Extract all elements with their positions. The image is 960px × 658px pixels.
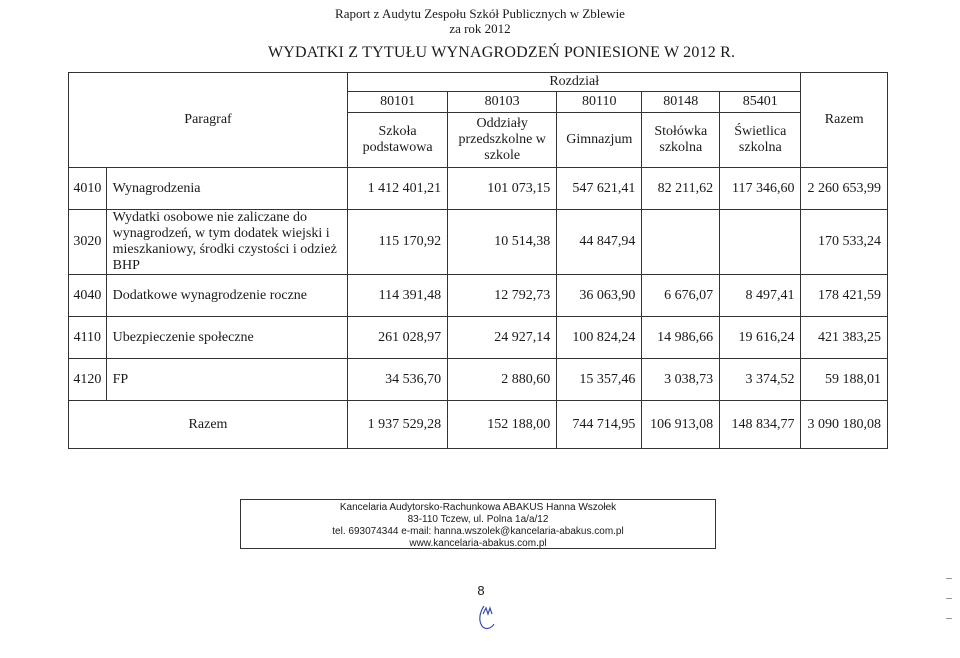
value-cell: 1 412 401,21 [347, 168, 447, 210]
value-cell: 24 927,14 [448, 317, 557, 359]
value-cell: 19 616,24 [720, 317, 801, 359]
value-cell: 117 346,60 [720, 168, 801, 210]
section-name: Świetlica szkolna [720, 113, 801, 168]
value-cell: 101 073,15 [448, 168, 557, 210]
paragraph-name: FP [106, 359, 347, 401]
value-cell: 82 211,62 [642, 168, 720, 210]
value-cell: 3 038,73 [642, 359, 720, 401]
value-cell: 8 497,41 [720, 275, 801, 317]
section-name: Szkoła podstawowa [347, 113, 447, 168]
margin-mark [946, 578, 952, 579]
report-header-line1: Raport z Audytu Zespołu Szkół Publicznych w Zblewie [335, 6, 625, 21]
row-total-cell: 170 533,24 [801, 210, 888, 275]
paragraph-name: Wydatki osobowe nie zaliczane do wynagrodzeń, w tym dodatek wiejski i mieszkaniowy, środki czystości i odzież BHP [106, 210, 347, 275]
page-title: WYDATKI Z TYTUŁU WYNAGRODZEŃ PONIESIONE W 2012 R. [268, 44, 736, 61]
row-total-cell: 421 383,25 [801, 317, 888, 359]
table-total-row [69, 401, 888, 449]
value-cell: 6 676,07 [642, 275, 720, 317]
footer-firm-name: Kancelaria Audytorsko-Rachunkowa ABAKUS Hanna Wszołek [339, 502, 617, 513]
page-number: 8 [477, 583, 485, 598]
value-cell: 15 357,46 [557, 359, 642, 401]
value-cell: 261 028,97 [347, 317, 447, 359]
paragraph-code: 4110 [69, 317, 107, 359]
value-cell: 36 063,90 [557, 275, 642, 317]
rozdzial-header: Rozdział [347, 73, 800, 92]
value-cell: 3 374,52 [720, 359, 801, 401]
section-code: 80103 [448, 92, 557, 113]
margin-mark [946, 618, 952, 619]
row-total-cell: 59 188,01 [801, 359, 888, 401]
margin-mark [946, 598, 952, 599]
total-value-cell: 148 834,77 [720, 401, 801, 449]
total-label: Razem [69, 401, 348, 449]
paragraph-code: 4010 [69, 168, 107, 210]
section-code: 80110 [557, 92, 642, 113]
value-cell [720, 210, 801, 275]
table-row [69, 317, 888, 359]
footer-address: 83-110 Tczew, ul. Polna 1a/a/12 [407, 514, 549, 525]
section-code: 80148 [642, 92, 720, 113]
value-cell: 2 880,60 [448, 359, 557, 401]
paragraf-header: Paragraf [69, 73, 348, 168]
handwritten-initials-icon [474, 602, 498, 632]
paragraph-code: 4040 [69, 275, 107, 317]
value-cell: 115 170,92 [347, 210, 447, 275]
section-code: 85401 [720, 92, 801, 113]
row-total-cell: 178 421,59 [801, 275, 888, 317]
paragraph-name: Dodatkowe wynagrodzenie roczne [106, 275, 347, 317]
value-cell: 34 536,70 [347, 359, 447, 401]
section-name: Gimnazjum [557, 113, 642, 168]
total-value-cell: 1 937 529,28 [347, 401, 447, 449]
table-row [69, 168, 888, 210]
value-cell: 114 391,48 [347, 275, 447, 317]
table-header-row-rozdzial [69, 73, 888, 92]
total-value-cell: 744 714,95 [557, 401, 642, 449]
paragraph-name: Wynagrodzenia [106, 168, 347, 210]
firm-stamp-footer [240, 499, 716, 549]
paragraph-code: 3020 [69, 210, 107, 275]
value-cell: 547 621,41 [557, 168, 642, 210]
expenses-table [68, 72, 888, 449]
paragraph-name: Ubezpieczenie społeczne [106, 317, 347, 359]
footer-website: www.kancelaria-abakus.com.pl [409, 538, 547, 549]
value-cell [642, 210, 720, 275]
footer-contact: tel. 693074344 e-mail: hanna.wszolek@kancelaria-abakus.com.pl [332, 526, 624, 537]
section-code: 80101 [347, 92, 447, 113]
value-cell: 44 847,94 [557, 210, 642, 275]
report-header-line2: za rok 2012 [449, 21, 511, 36]
section-name: Oddziały przedszkolne w szkole [448, 113, 557, 168]
value-cell: 14 986,66 [642, 317, 720, 359]
row-total-cell: 2 260 653,99 [801, 168, 888, 210]
report-header [0, 6, 960, 36]
razem-header: Razem [801, 73, 888, 168]
section-name: Stołówka szkolna [642, 113, 720, 168]
total-value-cell: 106 913,08 [642, 401, 720, 449]
table-row [69, 359, 888, 401]
total-value-cell: 152 188,00 [448, 401, 557, 449]
value-cell: 12 792,73 [448, 275, 557, 317]
grand-total-cell: 3 090 180,08 [801, 401, 888, 449]
value-cell: 100 824,24 [557, 317, 642, 359]
value-cell: 10 514,38 [448, 210, 557, 275]
table-row [69, 210, 888, 275]
paragraph-code: 4120 [69, 359, 107, 401]
table-row [69, 275, 888, 317]
